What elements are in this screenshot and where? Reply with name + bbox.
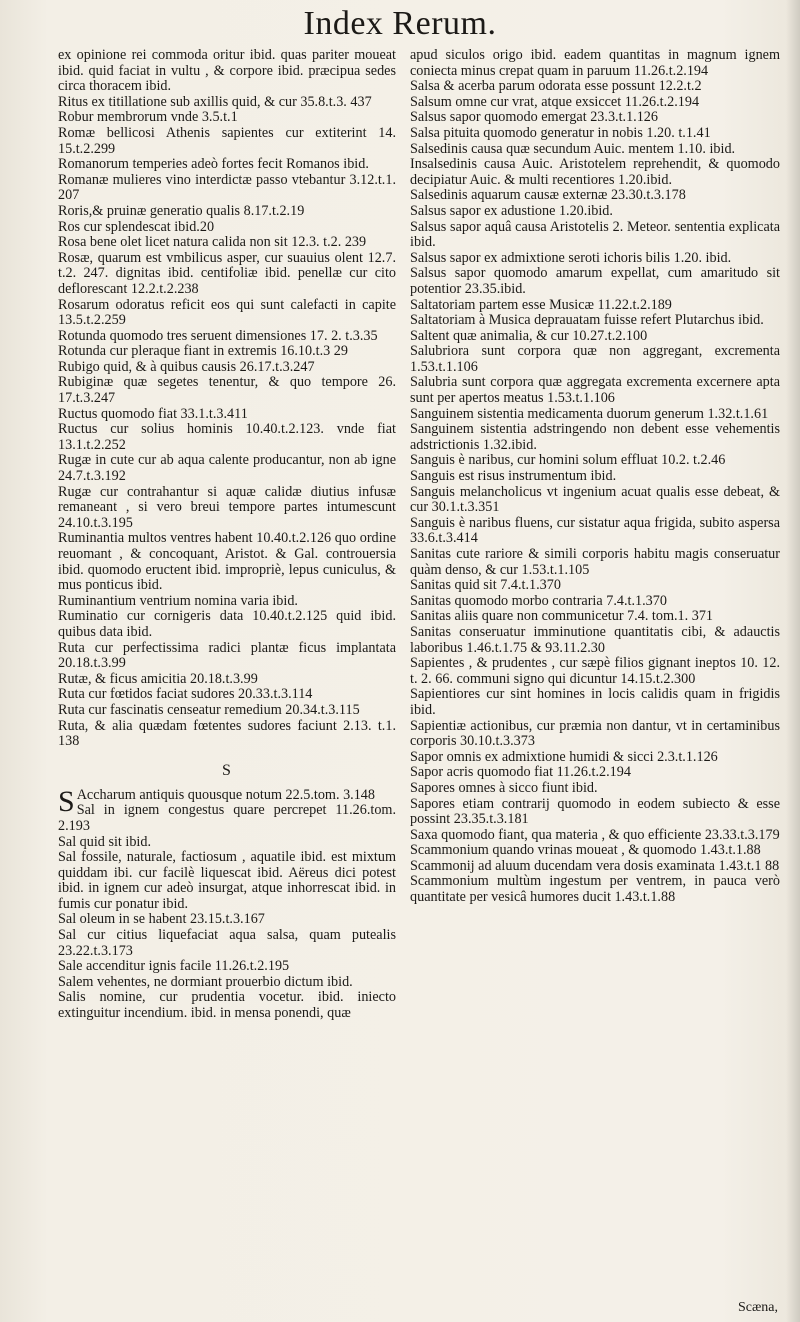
index-entry: Ros cur splendescat ibid.20 [58, 218, 215, 235]
index-entry: Ruminatio cur cornigeris data 10.40.t.2.125 quid ibid. quibus data ibid. [58, 608, 396, 640]
index-entry: Sapores etiam contrarij quomodo in eodem subiecto & esse possint 23.35.t.3.181 [410, 795, 780, 828]
index-entry: Saxa quomodo fiant, qua materia , & quo efficiente 23.33.t.3.179 [410, 826, 780, 843]
index-entry: Rubigo quid, & à quibus causis 26.17.t.3.247 [58, 358, 315, 375]
index-entry: Ructus quomodo fiat 33.1.t.3.411 [58, 405, 248, 422]
index-entry: Robur membrorum vnde 3.5.t.1 [58, 109, 238, 126]
index-entry: Sanitas quomodo morbo contraria 7.4.t.1.370 [410, 592, 667, 609]
index-entry: Salsus sapor quomodo emergat 23.3.t.1.126 [410, 109, 658, 126]
index-entry: Ructus cur solius hominis 10.40.t.2.123. vnde fiat 13.1.t.2.252 [58, 421, 396, 453]
index-entry-text: Accharum antiquis quousque notum 22.5.tom. 3.148 [76, 786, 375, 803]
index-entry: Rubiginæ quæ segetes tenentur, & quo tempore 26. 17.t.3.247 [58, 374, 396, 407]
index-entry: Rugæ in cute cur ab aqua calente producantur, non ab igne 24.7.t.3.192 [58, 452, 396, 485]
index-entry: Romanæ mulieres vino interdictæ passo vtebantur 3.12.t.1. 207 [58, 171, 396, 204]
index-entry: Salsa pituita quomodo generatur in nobis 1.20. t.1.41 [410, 124, 711, 141]
index-entry: Sapientiæ actionibus, cur præmia non dantur, vt in certaminibus corporis 30.10.t.3.373 [410, 717, 780, 750]
index-entry: Salsa & acerba parum odorata esse possunt 12.2.t.2 [410, 78, 702, 95]
index-entry: Rosarum odoratus reficit eos qui sunt calefacti in capite 13.5.t.2.259 [58, 296, 396, 329]
index-entry: apud siculos origo ibid. eadem quantitas in magnum ignem coniecta minus crepat quam in paruum 11.26.t.2.194 [410, 47, 780, 79]
index-entry: Ruta cur fœtidos faciat sudores 20.33.t.3.114 [58, 686, 313, 703]
index-entry: Sanitas conseruatur imminutione quantitatis cibi, & adauctis laboribus 1.46.t.1.75 & 93.11.2.30 [410, 623, 780, 656]
index-entry: Sapor omnis ex admixtione humidi & sicci 2.3.t.1.126 [410, 748, 718, 765]
index-entry: Sanguis melancholicus vt ingenium acuat qualis esse debeat, & cur 30.1.t.3.351 [410, 483, 780, 516]
page-edge-shadow [786, 0, 800, 1322]
index-entry: Salubria sunt corpora quæ aggregata excrementa excernere apta sunt per apertos meatus 1.53.t.1.106 [410, 374, 780, 407]
left-column [58, 48, 396, 1022]
index-entry: Saltent quæ animalia, & cur 10.27.t.2.100 [410, 327, 648, 344]
index-entry: Roris,& pruinæ generatio qualis 8.17.t.2.19 [58, 202, 305, 219]
index-entry: Insalsedinis causa Auic. Aristotelem reprehendit, & quomodo decipiatur Auic. & multi recentiores 1.20.ibid. [410, 156, 780, 188]
index-entry: Salsedinis aquarum causæ externæ 23.30.t.3.178 [410, 187, 686, 204]
index-entry: Romæ bellicosi Athenis sapientes cur extiterint 14. 15.t.2.299 [58, 124, 396, 157]
catchword: Scæna, [737, 1300, 778, 1315]
index-entry: Ruta, & alia quædam fœtentes sudores faciunt 2.13. t.1. 138 [58, 717, 396, 750]
index-entry: Sale accenditur ignis facile 11.26.t.2.195 [58, 958, 290, 975]
index-entry: Scammonij ad aluum ducendam vera dosis examinata 1.43.t.1 88 [410, 857, 780, 874]
index-entry: Sanguis è naribus, cur homini solum effluat 10.2. t.2.46 [410, 452, 726, 469]
index-entry: Saltatoriam à Musica deprauatam fuisse refert Plutarchus ibid. [410, 312, 764, 329]
index-entry: Salem vehentes, ne dormiant prouerbio dictum ibid. [58, 973, 353, 990]
index-entry: Salsus sapor quomodo amarum expellat, cum amaritudo sit potentior 23.35.ibid. [410, 265, 780, 297]
index-entry: Sal oleum in se habent 23.15.t.3.167 [58, 911, 265, 928]
index-entry: Sanitas aliis quare non communicetur 7.4. tom.1. 371 [410, 608, 714, 625]
index-entry: Ritus ex titillatione sub axillis quid, & cur 35.8.t.3. 437 [58, 93, 372, 110]
index-entry: Ruminantia multos ventres habent 10.40.t.2.126 quo ordine reuomant , & concoquant, Aristot. & Gal. controuersia ibid. quomodo eructent ibid. impropriè, lepus cuniculus, & mus ponticus ibid. [58, 530, 396, 594]
index-entry: Sanguis è naribus fluens, cur sistatur aqua frigida, subito aspersa 33.6.t.3.414 [410, 514, 780, 547]
index-entry: Sal fossile, naturale, factiosum , aquatile ibid. est mixtum quiddam ibi. cur facilè liquescat ibid. Aëreus dici potest ibid. in ignem cur adeò insurgat, atque inhorrescat ibid. in fumis cur ponatur ibid. [58, 849, 396, 912]
index-entry: Sanitas quid sit 7.4.t.1.370 [410, 577, 561, 594]
index-entry: Salis nomine, cur prudentia vocetur. ibid. iniecto extinguitur incendium. ibid. in mensa ponendi, quæ [58, 989, 396, 1022]
index-entry: Salsus sapor aquâ causa Aristotelis 2. Meteor. sententia explicata ibid. [410, 218, 780, 251]
index-entry: Ruta cur fascinatis censeatur remedium 20.34.t.3.115 [58, 701, 360, 718]
index-entry: Sanguinem sistentia medicamenta duorum generum 1.32.t.1.61 [410, 405, 769, 422]
index-entry: Sapor acris quomodo fiat 11.26.t.2.194 [410, 764, 631, 781]
index-entry: Rugæ cur contrahantur si aquæ calidæ diutius infusæ remaneant , si vero breui tempore partes intumescunt 24.10.t.3.195 [58, 483, 396, 531]
index-entry: Salubriora sunt corpora quæ non aggregant, excrementa 1.53.t.1.106 [410, 343, 780, 375]
index-entry: Sanguis est risus instrumentum ibid. [410, 468, 617, 485]
index-entry: Rosa bene olet licet natura calida non sit 12.3. t.2. 239 [58, 234, 367, 251]
index-entry: Rotunda quomodo tres seruent dimensiones 17. 2. t.3.35 [58, 327, 378, 344]
index-entry: Sanitas cute rariore & simili corporis habitu magis conseruatur quàm denso, & cur 1.53.t.1.105 [410, 546, 780, 578]
page-title: Index Rerum. [303, 5, 497, 42]
index-entry: Sapientiores cur sint homines in locis calidis quam in frigidis ibid. [410, 686, 780, 718]
index-entry: Sal cur citius liquefaciat aqua salsa, quam putealis 23.22.t.3.173 [58, 927, 396, 959]
right-column [410, 48, 780, 906]
index-entry: Ruminantium ventrium nomina varia ibid. [58, 592, 298, 609]
index-entry: Rotunda cur pleraque fiant in extremis 16.10.t.3 29 [58, 343, 348, 360]
index-entry: Sapores omnes à sicco fiunt ibid. [410, 779, 598, 796]
index-entry: Rutæ, & ficus amicitia 20.18.t.3.99 [58, 670, 258, 687]
index-entry: Salsum omne cur vrat, atque exsiccet 11.26.t.2.194 [410, 93, 700, 110]
index-entry: Ruta cur perfectissima radici plantæ ficus implantata 20.18.t.3.99 [58, 639, 396, 672]
index-entry: Sapientes , & prudentes , cur sæpè filios gignant ineptos 10. 12. t. 2. 66. communi signo qui dicuntur 14.15.t.2.300 [410, 655, 780, 687]
index-entry: Scammonium quando vrinas moueat , & quomodo 1.43.t.1.88 [410, 842, 761, 859]
index-entry: Sal in ignem congestus quare percrepet 11.26.tom. 2.193 [58, 802, 396, 834]
index-entry: Rosæ, quarum est vmbilicus asper, cur suauius olent 12.7. t.2. 247. dignitas ibid. centifoliæ ibid. penellæ cur cito deflorescant 12.2.t.2.238 [58, 249, 396, 297]
index-entry: Salsus sapor ex admixtione seroti ichoris bilis 1.20. ibid. [410, 249, 732, 266]
index-entry: Saltatoriam partem esse Musicæ 11.22.t.2.189 [410, 296, 672, 313]
index-entry: Sanguinem sistentia adstringendo non debent esse vehementis adstrictionis 1.32.ibid. [410, 421, 780, 453]
drop-cap-initial: S [58, 784, 75, 818]
index-entry: Scammonium multùm ingestum per ventrem, in pauca verò quantitate per vesicâ humores ducit 1.43.t.1.88 [410, 873, 780, 906]
index-entry: Salsedinis causa quæ secundum Auic. mentem 1.10. ibid. [410, 140, 736, 157]
index-entry: Sal quid sit ibid. [58, 833, 152, 850]
index-entry: ex opinione rei commoda oritur ibid. quas pariter moueat ibid. quid faciat in vultu , & corpore ibid. præcipua sedes circa thoracem ibid. [58, 47, 396, 95]
index-entry: Romanorum temperies adeò fortes fecit Romanos ibid. [58, 156, 369, 173]
index-entry: Salsus sapor ex adustione 1.20.ibid. [410, 202, 613, 219]
section-letter-heading: S [222, 761, 232, 779]
